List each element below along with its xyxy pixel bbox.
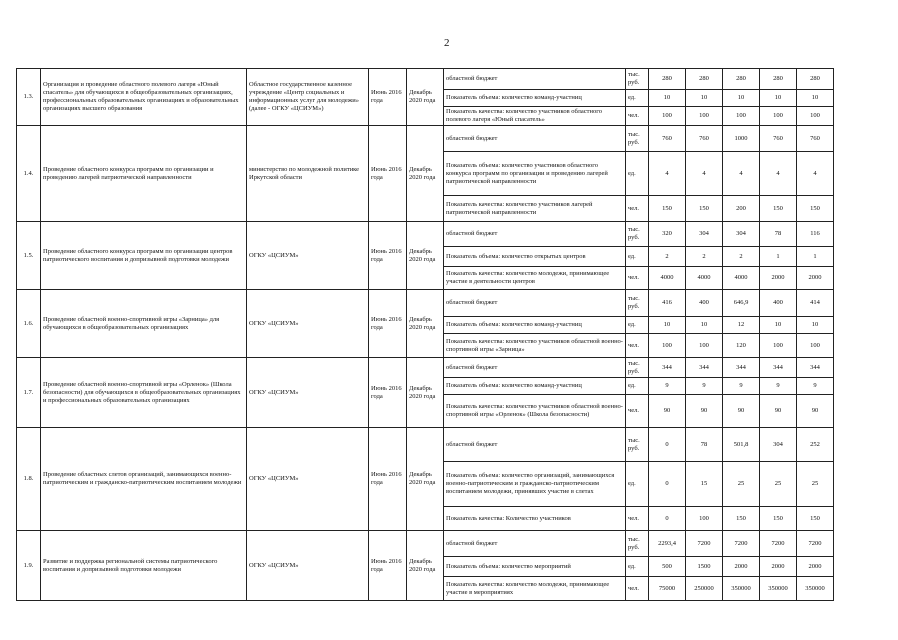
indicator-label: Показатель качества: количество молодежи, принимающее участие в мероприятиях — [444, 577, 626, 601]
indicator-value: 344 — [649, 358, 686, 378]
indicator-value: 25 — [723, 462, 760, 507]
activity-name: Проведение областного конкурса программ по организации центров патриотического воспитания и допризывной подготовки молодежи — [41, 222, 247, 290]
indicator-unit: ед. — [626, 317, 649, 334]
indicator-label: областной бюджет — [444, 290, 626, 317]
indicator-value: 100 — [649, 334, 686, 358]
indicator-value: 344 — [686, 358, 723, 378]
indicator-value: 1500 — [686, 557, 723, 577]
indicator-value: 7200 — [686, 531, 723, 557]
indicator-value: 2 — [649, 247, 686, 267]
indicator-unit: тыс. руб. — [626, 290, 649, 317]
indicator-value: 90 — [649, 395, 686, 428]
indicator-value: 2000 — [797, 557, 834, 577]
indicator-value: 9 — [723, 378, 760, 395]
indicator-unit: чел. — [626, 267, 649, 290]
indicator-label: Показатель качества: количество молодежи, принимающее участие в деятельности центров — [444, 267, 626, 290]
indicator-value: 7200 — [797, 531, 834, 557]
indicator-value: 150 — [797, 196, 834, 222]
activity-executor: ОГКУ «ЦСИУМ» — [247, 358, 369, 428]
indicator-unit: чел. — [626, 334, 649, 358]
table-row — [17, 126, 834, 152]
indicator-value: 78 — [686, 428, 723, 462]
indicator-value: 100 — [797, 107, 834, 126]
indicator-value: 25 — [760, 462, 797, 507]
indicator-label: областной бюджет — [444, 126, 626, 152]
indicator-value: 100 — [686, 107, 723, 126]
indicator-value: 9 — [686, 378, 723, 395]
indicator-value: 2000 — [723, 557, 760, 577]
activity-start: Июнь 2016 года — [369, 126, 407, 222]
indicator-value: 150 — [760, 507, 797, 531]
indicator-label: Показатель качества: количество участников областной военно-спортивной игры «Зарница» — [444, 334, 626, 358]
indicator-value: 7200 — [723, 531, 760, 557]
indicator-value: 10 — [760, 317, 797, 334]
indicator-unit: ед. — [626, 90, 649, 107]
indicator-value: 100 — [686, 507, 723, 531]
indicator-label: Показатель объема: количество команд-участниц — [444, 90, 626, 107]
indicator-value: 10 — [649, 317, 686, 334]
activity-start: Июнь 2016 года — [369, 290, 407, 358]
activity-start: Июнь 2016 года — [369, 69, 407, 126]
activity-name: Проведение областной военно-спортивной игры «Зарница» для обучающихся в общеобразовательных организациях — [41, 290, 247, 358]
indicator-value: 304 — [723, 222, 760, 247]
indicator-value: 320 — [649, 222, 686, 247]
indicator-unit: ед. — [626, 462, 649, 507]
indicator-value: 4 — [686, 152, 723, 196]
indicator-value: 501,8 — [723, 428, 760, 462]
indicator-value: 150 — [723, 507, 760, 531]
indicator-unit: чел. — [626, 107, 649, 126]
indicator-value: 4000 — [686, 267, 723, 290]
indicator-value: 10 — [723, 90, 760, 107]
indicator-unit: тыс. руб. — [626, 531, 649, 557]
activity-number: 1.7. — [17, 358, 41, 428]
indicator-value: 400 — [760, 290, 797, 317]
indicator-value: 100 — [686, 334, 723, 358]
indicator-label: областной бюджет — [444, 222, 626, 247]
indicator-value: 250000 — [686, 577, 723, 601]
activity-end: Декабрь 2020 года — [407, 126, 444, 222]
indicator-value: 280 — [649, 69, 686, 90]
indicator-unit: тыс. руб. — [626, 428, 649, 462]
indicator-value: 0 — [649, 428, 686, 462]
indicator-label: Показатель качества: количество участников областного полевого лагеря «Юный спасатель» — [444, 107, 626, 126]
indicator-value: 280 — [797, 69, 834, 90]
activity-start: Июнь 2016 года — [369, 358, 407, 428]
indicator-value: 4 — [649, 152, 686, 196]
indicator-value: 10 — [797, 317, 834, 334]
indicator-unit: ед. — [626, 557, 649, 577]
indicator-label: Показатель объема: количество мероприятий — [444, 557, 626, 577]
indicator-value: 25 — [797, 462, 834, 507]
indicator-value: 9 — [760, 378, 797, 395]
activity-end: Декабрь 2020 года — [407, 69, 444, 126]
indicator-value: 760 — [797, 126, 834, 152]
indicator-value: 100 — [723, 107, 760, 126]
indicator-unit: ед. — [626, 152, 649, 196]
indicator-label: областной бюджет — [444, 69, 626, 90]
indicator-label: областной бюджет — [444, 428, 626, 462]
indicator-label: Показатель объема: количество организаций, занимающихся военно-патриотическим и гражданско-патриотическим воспитанием молодежи, принявших участие в слетах — [444, 462, 626, 507]
indicator-unit: ед. — [626, 378, 649, 395]
activity-end: Декабрь 2020 года — [407, 358, 444, 428]
activity-executor: ОГКУ «ЦСИУМ» — [247, 428, 369, 531]
activity-name: Проведение областного конкурса программ по организации и проведению лагерей патриотической направленности — [41, 126, 247, 222]
indicator-unit: чел. — [626, 507, 649, 531]
indicator-value: 0 — [649, 462, 686, 507]
table-row — [17, 290, 834, 317]
indicator-label: Показатель качества: количество участников лагерей патриотической направленности — [444, 196, 626, 222]
indicator-value: 2293,4 — [649, 531, 686, 557]
indicator-label: Показатель объема: количество участников областного конкурса программ по организации и проведению лагерей патриотической направленности — [444, 152, 626, 196]
indicator-value: 10 — [686, 317, 723, 334]
indicator-value: 350000 — [760, 577, 797, 601]
indicator-unit: ед. — [626, 247, 649, 267]
indicator-value: 10 — [797, 90, 834, 107]
activity-start: Июнь 2016 года — [369, 222, 407, 290]
indicator-value: 1000 — [723, 126, 760, 152]
indicator-value: 500 — [649, 557, 686, 577]
indicator-value: 10 — [760, 90, 797, 107]
indicator-value: 646,9 — [723, 290, 760, 317]
indicator-unit: тыс. руб. — [626, 358, 649, 378]
indicator-value: 120 — [723, 334, 760, 358]
activity-executor: Областное государственное казенное учреждение «Центр социальных и информационных услуг для молодежи» (далее - ОГКУ «ЦСИУМ») — [247, 69, 369, 126]
activity-number: 1.4. — [17, 126, 41, 222]
activity-executor: ОГКУ «ЦСИУМ» — [247, 222, 369, 290]
table-row — [17, 358, 834, 378]
page-number: 2 — [444, 37, 450, 49]
indicator-value: 75000 — [649, 577, 686, 601]
indicator-value: 760 — [760, 126, 797, 152]
activity-number: 1.9. — [17, 531, 41, 601]
indicator-value: 100 — [760, 334, 797, 358]
indicator-value: 100 — [649, 107, 686, 126]
indicator-label: Показатель объема: количество команд-участниц — [444, 378, 626, 395]
indicator-value: 344 — [760, 358, 797, 378]
indicator-unit: чел. — [626, 395, 649, 428]
indicator-value: 414 — [797, 290, 834, 317]
indicator-unit: тыс. руб. — [626, 222, 649, 247]
activity-start: Июнь 2016 года — [369, 531, 407, 601]
table-row — [17, 428, 834, 462]
indicator-value: 116 — [797, 222, 834, 247]
indicator-value: 90 — [723, 395, 760, 428]
indicator-value: 90 — [760, 395, 797, 428]
activity-name: Развитие и поддержка региональной системы патриотического воспитания и допризывной подготовки молодежи — [41, 531, 247, 601]
indicator-unit: чел. — [626, 196, 649, 222]
indicator-value: 2 — [686, 247, 723, 267]
indicator-label: областной бюджет — [444, 358, 626, 378]
indicator-value: 4 — [760, 152, 797, 196]
indicator-value: 78 — [760, 222, 797, 247]
indicator-value: 150 — [760, 196, 797, 222]
activity-end: Декабрь 2020 года — [407, 290, 444, 358]
indicator-value: 4 — [797, 152, 834, 196]
activity-executor: министерство по молодежной политике Иркутской области — [247, 126, 369, 222]
indicator-value: 344 — [797, 358, 834, 378]
indicator-value: 416 — [649, 290, 686, 317]
indicator-value: 12 — [723, 317, 760, 334]
activity-number: 1.5. — [17, 222, 41, 290]
activity-number: 1.6. — [17, 290, 41, 358]
indicator-value: 1 — [797, 247, 834, 267]
indicator-value: 304 — [686, 222, 723, 247]
indicator-value: 1 — [760, 247, 797, 267]
indicator-value: 2000 — [760, 267, 797, 290]
indicator-value: 2000 — [797, 267, 834, 290]
indicator-label: Показатель объема: количество открытых центров — [444, 247, 626, 267]
indicator-value: 4000 — [723, 267, 760, 290]
indicator-value: 280 — [686, 69, 723, 90]
indicator-value: 15 — [686, 462, 723, 507]
indicator-value: 4000 — [649, 267, 686, 290]
indicator-value: 304 — [760, 428, 797, 462]
indicator-value: 0 — [649, 507, 686, 531]
activity-name: Проведение областной военно-спортивной игры «Орленок» (Школа безопасности) для обучающихся в общеобразовательных организациях и профессиональных образовательных организациях — [41, 358, 247, 428]
indicator-value: 280 — [760, 69, 797, 90]
activity-name: Проведение областных слетов организаций, занимающихся военно-патриотическим и гражданско-патриотическим воспитанием молодежи — [41, 428, 247, 531]
table-row — [17, 531, 834, 557]
indicator-value: 350000 — [723, 577, 760, 601]
indicator-value: 90 — [686, 395, 723, 428]
activity-number: 1.3. — [17, 69, 41, 126]
indicator-value: 350000 — [797, 577, 834, 601]
indicator-value: 200 — [723, 196, 760, 222]
activity-executor: ОГКУ «ЦСИУМ» — [247, 290, 369, 358]
indicator-value: 10 — [686, 90, 723, 107]
indicator-value: 760 — [686, 126, 723, 152]
indicator-value: 2 — [723, 247, 760, 267]
indicator-value: 150 — [797, 507, 834, 531]
indicator-value: 150 — [649, 196, 686, 222]
activity-start: Июнь 2016 года — [369, 428, 407, 531]
indicator-value: 100 — [760, 107, 797, 126]
activity-number: 1.8. — [17, 428, 41, 531]
indicator-value: 9 — [649, 378, 686, 395]
table-row — [17, 69, 834, 90]
indicator-value: 280 — [723, 69, 760, 90]
indicator-value: 760 — [649, 126, 686, 152]
indicator-value: 252 — [797, 428, 834, 462]
activity-end: Декабрь 2020 года — [407, 222, 444, 290]
indicator-value: 7200 — [760, 531, 797, 557]
indicator-unit: тыс. руб. — [626, 126, 649, 152]
indicator-value: 10 — [649, 90, 686, 107]
indicator-value: 2000 — [760, 557, 797, 577]
indicator-value: 150 — [686, 196, 723, 222]
indicator-unit: тыс. руб. — [626, 69, 649, 90]
indicator-label: Показатель качества: Количество участников — [444, 507, 626, 531]
indicator-value: 9 — [797, 378, 834, 395]
activity-executor: ОГКУ «ЦСИУМ» — [247, 531, 369, 601]
indicator-value: 400 — [686, 290, 723, 317]
indicator-value: 90 — [797, 395, 834, 428]
indicator-label: областной бюджет — [444, 531, 626, 557]
table-row — [17, 222, 834, 247]
activity-name: Организация и проведение областного полевого лагеря «Юный спасатель» для обучающихся в общеобразовательных организациях, профессиональных образовательных организациях и образовательных организациях высшего образования — [41, 69, 247, 126]
indicator-label: Показатель качества: количество участников областной военно-спортивной игры «Орленок» (Школа безопасности) — [444, 395, 626, 428]
activity-end: Декабрь 2020 года — [407, 531, 444, 601]
indicator-value: 100 — [797, 334, 834, 358]
program-activities-table — [16, 68, 834, 601]
indicator-unit: чел. — [626, 577, 649, 601]
indicator-value: 344 — [723, 358, 760, 378]
activity-end: Декабрь 2020 года — [407, 428, 444, 531]
indicator-label: Показатель объема: количество команд-участниц — [444, 317, 626, 334]
indicator-value: 4 — [723, 152, 760, 196]
